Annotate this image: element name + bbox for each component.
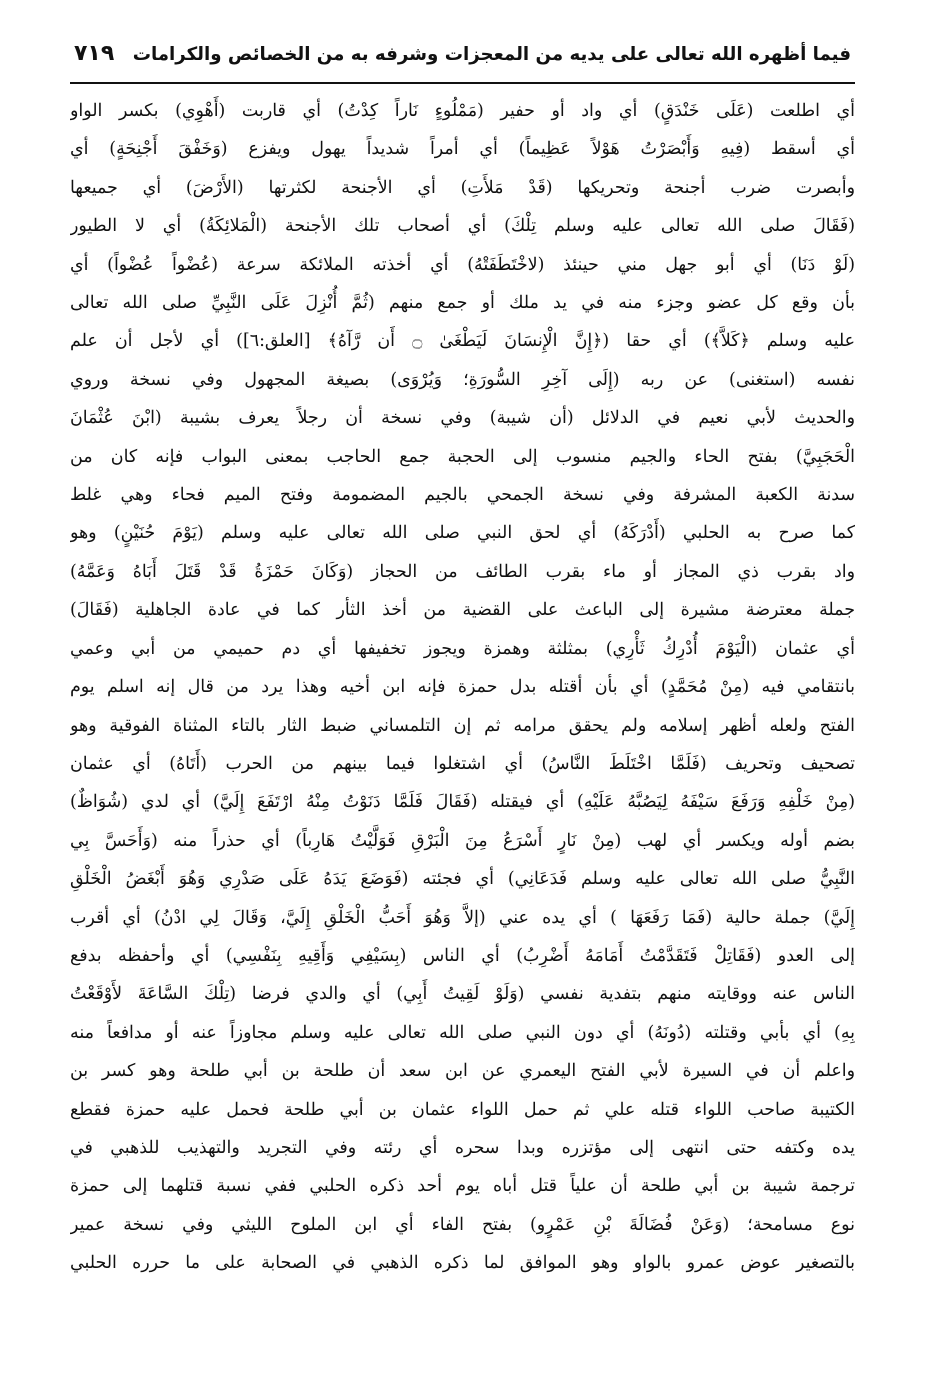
text-line: الناس عنه ووقايته منهم بتفدية نفسي (وَلَوْ لَقِيتُ أَبِي) أي والدي فرضا (تِلْكَ السَّاعَةَ لأَوْقَعْتُ (70, 984, 855, 1005)
text-line: يده وكتفه حتى انتهى إلى مؤتزره وبدا سحره أي رئته وفي التجريد والتهذيب للذهبي في (70, 1137, 855, 1158)
text-line: سدنة الكعبة المشرفة وفي نسخة الجمحي بالجيم المضمومة وفتح الميم فحاء وهي غلط (70, 485, 855, 506)
text-line: بِهِ) أي بأبي وقتلته (دُونَهُ) أي دون النبي صلى الله تعالى عليه وسلم مجاوزاً عنه أو مدافعاً منه (70, 1022, 855, 1043)
running-title: فيما أظهره الله تعالى على يديه من المعجزات وشرفه به من الخصائص والكرامات (132, 44, 851, 65)
text-line: جملة معترضة مشيرة إلى الباعث على القضية من أخذ الثأر كما في عادة الجاهلية (فَقَالَ) (70, 600, 855, 621)
text-line: النَّبِيُّ صلى الله تعالى عليه وسلم فَدَعَانِي) أي فجئته (فَوَضَعَ يَدَهُ عَلَى صَدْرِي وَهُوَ أَبْغَضُ الْخَلْقِ (70, 869, 855, 890)
text-line: واعلم أن في السيرة لأبي الفتح اليعمري عن ابن سعد أن طلحة بن أبي طلحة وهو كسر بن (70, 1061, 855, 1082)
text-line: (لَوْ دَنَا) أي أبو جهل مني حينئذ (لاخْتَطَفَتْهُ) أي أخذته الملائكة سرعة (عُضْواً عُضْواً) أي (70, 254, 855, 275)
text-line: أي أسقط (فِيهِ وَأَبْصَرْتُ هَوْلاً عَظِيماً) أي أمراً شديداً يهول ويفزع (وَخَفْقَ أَجْنِحَةٍ) أي (70, 139, 855, 160)
text-line: (مِنْ خَلْفِهِ وَرَفَعَ سَيْفَهُ لِيَصُبَّهُ عَلَيْهِ) أي فيقتله (فَقَالَ فَلَمَّا دَنَوْتُ مِنْهُ ارْتَفَعَ إِلَيَّ) أي لدي (شُوَاظٌ) (70, 792, 855, 813)
text-line: إِلَيَّ) جملة حالية (فَمَا رَفَعَهَا ) أي يده عني (إلاَّ وَهُوَ أَحَبُّ الْخَلْقِ إِلَيَّ، وَقَالَ لِي ادْنُ) أي أقرب (70, 907, 855, 928)
text-line: (فَقَالَ صلى الله تعالى عليه وسلم تِلْكَ) أي أصحاب تلك الأجنحة (الْمَلائِكَةُ) أي لا الطيور (70, 216, 855, 237)
text-line: إلى العدو (فَقَاتِلْ فَتَقَدَّمْتُ أَمَامَهُ أَضْرِبُ) أي الناس (بِسَيْفِي وَأَقِيهِ بِنَفْسِي) أي وأحفظه بدفع (70, 945, 855, 966)
text-line: نفسه (استغنى) عن ربه (إِلَى آخِرِ السُّورَةِ؛ وَيُرْوَى) بصيغة المجهول وفي نسخة وروي (70, 369, 855, 390)
text-line: بالتصغير عوض عمرو بالواو وهو الموافق لما ذكره الذهبي في الصحابة على ما حرره الحلبي (70, 1253, 855, 1274)
text-line: كما صرح به الحلبي (أَدْرَكَهُ) أي لحق النبي صلى الله تعالى عليه وسلم (يَوْمَ حُنَيْنٍ) وهو (70, 523, 855, 544)
text-line: أي عثمان (الْيَوْمَ أُدْرِكُ ثَأْرِي) بمثلثة وهمزة ويجوز تخفيفها أي دم حميمي من أبي وعمي (70, 638, 855, 659)
text-line: الفتح ولعله أظهر إسلامه ولم يحقق مرامه ثم إن التلمساني ضبط الثار بالتاء المثناة الفوقية وهو (70, 715, 855, 736)
text-line: نوع مسامحة؛ (وَعَنْ فُضَالَةَ بْنِ عَمْرٍو) بفتح الفاء أي ابن الملوح الليثي وفي نسخة عمير (70, 1214, 855, 1235)
commentary-text (70, 92, 855, 1283)
text-line: وأبصرت ضرب أجنحة وتحريكها (قَدْ مَلأَتِ) أي الأجنحة لكثرتها (الأَرْضَ) أي جميعها (70, 177, 855, 198)
text-line: أي اطلعت (عَلَى خَنْدَقٍ) أي واد أو حفير (مَمْلُوءٍ نَاراً كِدْتُ) أي قاربت (أَهْوِي) بكسر الواو (70, 101, 855, 121)
text-line: الْحَجَبِيَّ) بفتح الحاء والجيم منسوب إلى الحجبة جمع الحاجب بمعنى البواب فإنه كان من (70, 446, 855, 467)
text-line: بانتقامي فيه (مِنْ مُحَمَّدٍ) أي بأن أقتله بدل حمزة فإنه ابن أخيه وهذا يرد من قال إنه اسلم يوم (70, 677, 855, 698)
text-line: ترجمة شيبة بن أبي طلحة أن علياً قتل أباه يوم أحد ذكره الحلبي ففي نسبة قتلهما إلى حمزة (70, 1176, 855, 1197)
text-line: عليه وسلم ﴿كَلاَّ﴾) أي حقا (﴿إِنَّ الْإِنسَانَ لَيَطْغَىٰ ۝ أَن رَّآهُ﴾ [العلق:٦]) أي لأجل أن علم (70, 331, 855, 352)
book-page (70, 30, 855, 1365)
text-line: بضم أوله ويكسر أي لهب (مِنْ نَارٍ أَسْرَعُ مِنَ الْبَرْقِ فَوَلَّيْتُ هَارِباً) أي حذراً منه (وَأَحَسَّ بِي (70, 830, 855, 851)
header-rule (70, 82, 855, 84)
page-header (70, 30, 855, 82)
page-number: ٧١٩ (74, 41, 115, 66)
text-line: واد بقرب ذي المجاز أو ماء بقرب الطائف من الحجاز (وَكَانَ حَمْزَةُ قَدْ قَتَلَ أَبَاهُ وَعَمَّهُ) (70, 561, 855, 582)
text-line: تصحيف وتحريف (فَلَمَّا اخْتَلَطَ النَّاسُ) أي اشتغلوا فيما بينهم من الحرب (أَتَاهُ) أي عثمان (70, 753, 855, 774)
text-line: الكتيبة صاحب اللواء قتله علي ثم حمل اللواء عثمان بن أبي طلحة فحمل عليه حمزة فقطع (70, 1099, 855, 1120)
text-line: بأن وقع كل عضو وجزء منه في يد ملك أو جمع منهم (ثُمَّ أُنْزِلَ عَلَى النَّبِيِّ صلى الله تعالى (70, 293, 855, 314)
text-line: والحديث لأبي نعيم في الدلائل (أن شيبة) وفي نسخة أن رجلاً يعرف بشيبة (ابْنَ عُثْمَانَ (70, 408, 855, 429)
